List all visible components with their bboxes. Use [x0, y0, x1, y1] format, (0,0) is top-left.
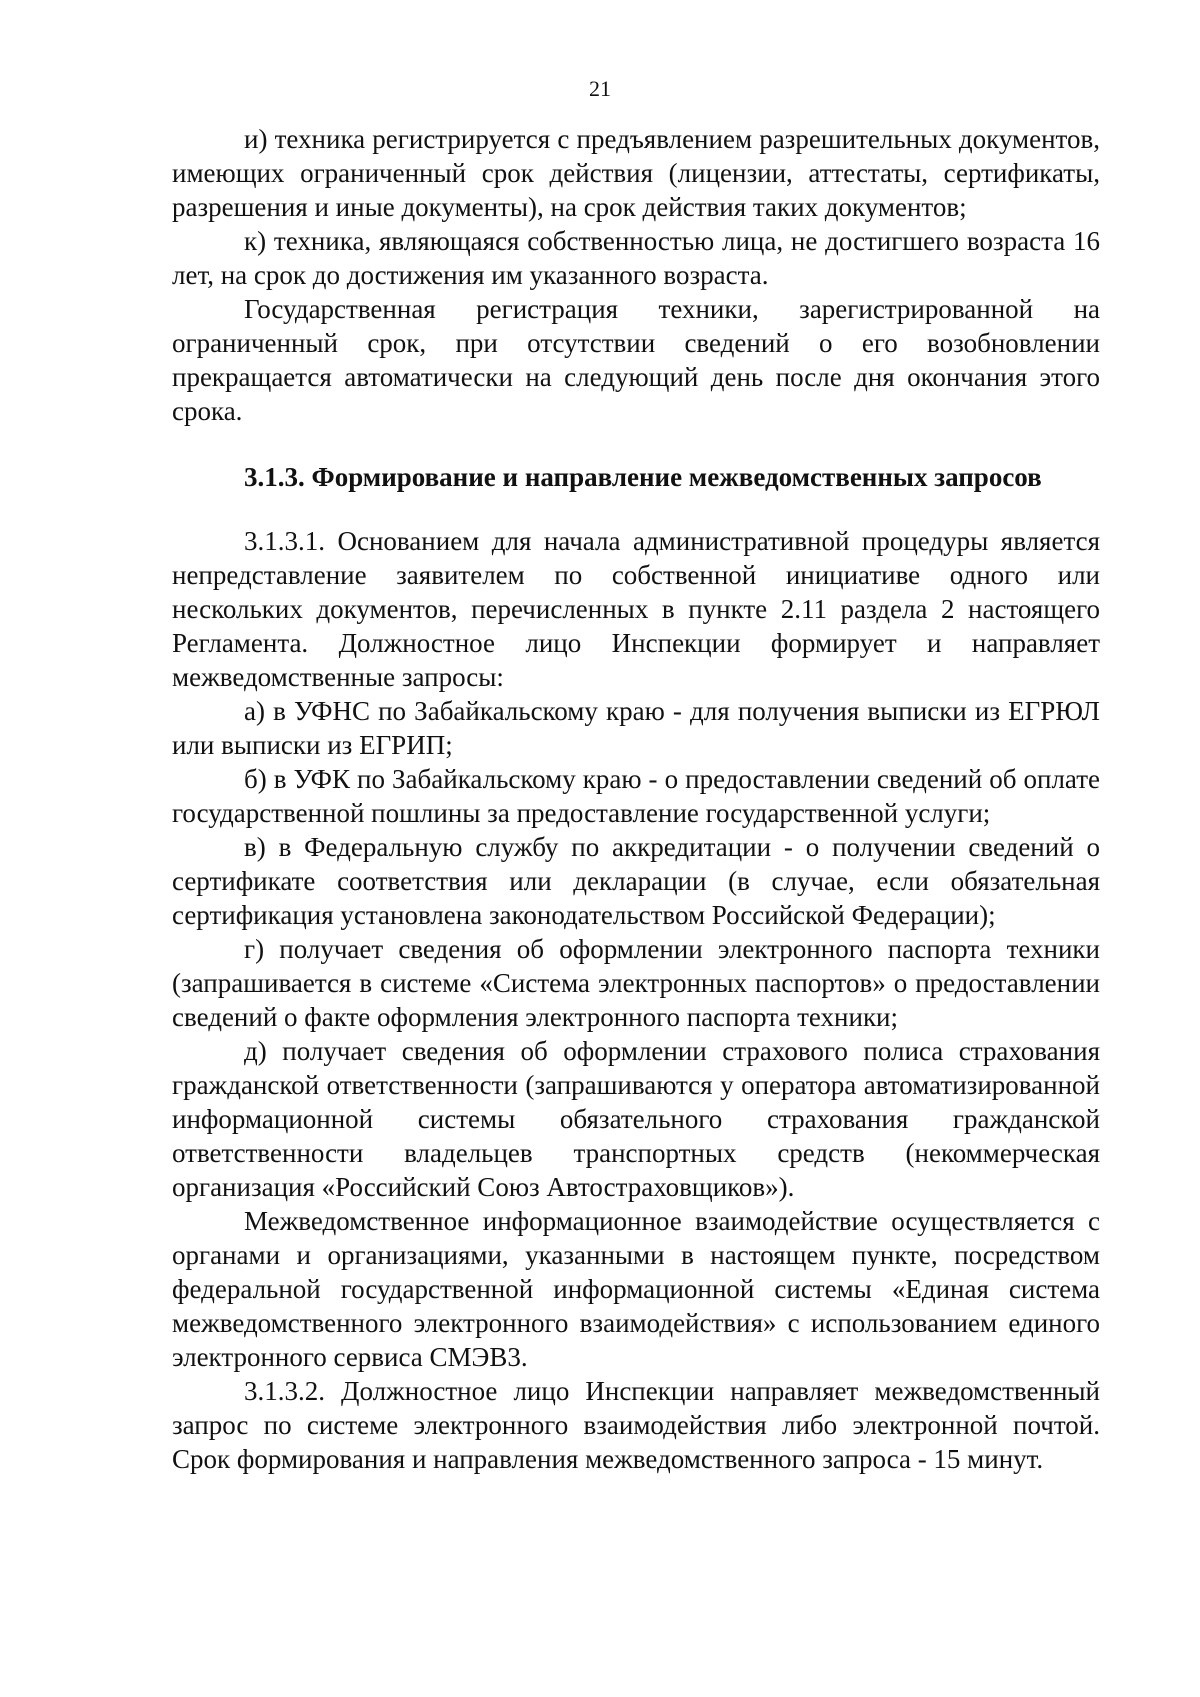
section-heading: 3.1.3. Формирование и направление межведомственных запросов — [244, 462, 1042, 492]
paragraph-interagency-interaction: Межведомственное информационное взаимодействие осуществляется с органами и организациями, указанными в настоящем пункте, посредством федеральной государственной информационной системы «Единая система межведомственного электронного взаимодействия» с использованием единого электронного сервиса СМЭВ3. — [172, 1206, 1100, 1372]
paragraph-item-k: к) техника, являющаяся собственностью лица, не достигшего возраста 16 лет, на срок до достижения им указанного возраста. — [172, 226, 1100, 290]
paragraph-item-i: и) техника регистрируется с предъявлением разрешительных документов, имеющих ограниченный срок действия (лицензии, аттестаты, сертификаты, разрешения и иные документы), на срок действия таких документов; — [172, 124, 1100, 222]
paragraph-3-1-3-1: 3.1.3.1. Основанием для начала административной процедуры является непредставление заявителем по собственной инициативе одного или нескольких документов, перечисленных в пункте 2.11 раздела 2 настоящего Регламента. Должностное лицо Инспекции формирует и направляет межведомственные запросы: — [172, 526, 1100, 692]
page-number: 21 — [589, 76, 611, 101]
document-body — [172, 122, 1100, 1476]
paragraph-item-a: а) в УФНС по Забайкальскому краю - для получения выписки из ЕГРЮЛ или выписки из ЕГРИП; — [172, 696, 1100, 760]
paragraph-item-d: д) получает сведения об оформлении страхового полиса страхования гражданской ответственности (запрашиваются у оператора автоматизированной информационной системы обязательного страхования гражданской ответственности владельцев транспортных средств (некоммерческая организация «Российский Союз Автостраховщиков»). — [172, 1036, 1100, 1202]
paragraph-3-1-3-2: 3.1.3.2. Должностное лицо Инспекции направляет межведомственный запрос по системе электронного взаимодействия либо электронной почтой. Срок формирования и направления межведомственного запроса - 15 минут. — [172, 1376, 1100, 1474]
paragraph-item-v: в) в Федеральную службу по аккредитации - о получении сведений о сертификате соответствия или декларации (в случае, если обязательная сертификация установлена законодательством Российской Федерации); — [172, 832, 1100, 930]
paragraph-item-g: г) получает сведения об оформлении электронного паспорта техники (запрашивается в системе «Система электронных паспортов» о предоставлении сведений о факте оформления электронного паспорта техники; — [172, 934, 1100, 1032]
paragraph-item-b: б) в УФК по Забайкальскому краю - о предоставлении сведений об оплате государственной пошлины за предоставление государственной услуги; — [172, 764, 1100, 828]
paragraph-registration-expiry: Государственная регистрация техники, зарегистрированной на ограниченный срок, при отсутствии сведений о его возобновлении прекращается автоматически на следующий день после дня окончания этого срока. — [172, 294, 1100, 426]
